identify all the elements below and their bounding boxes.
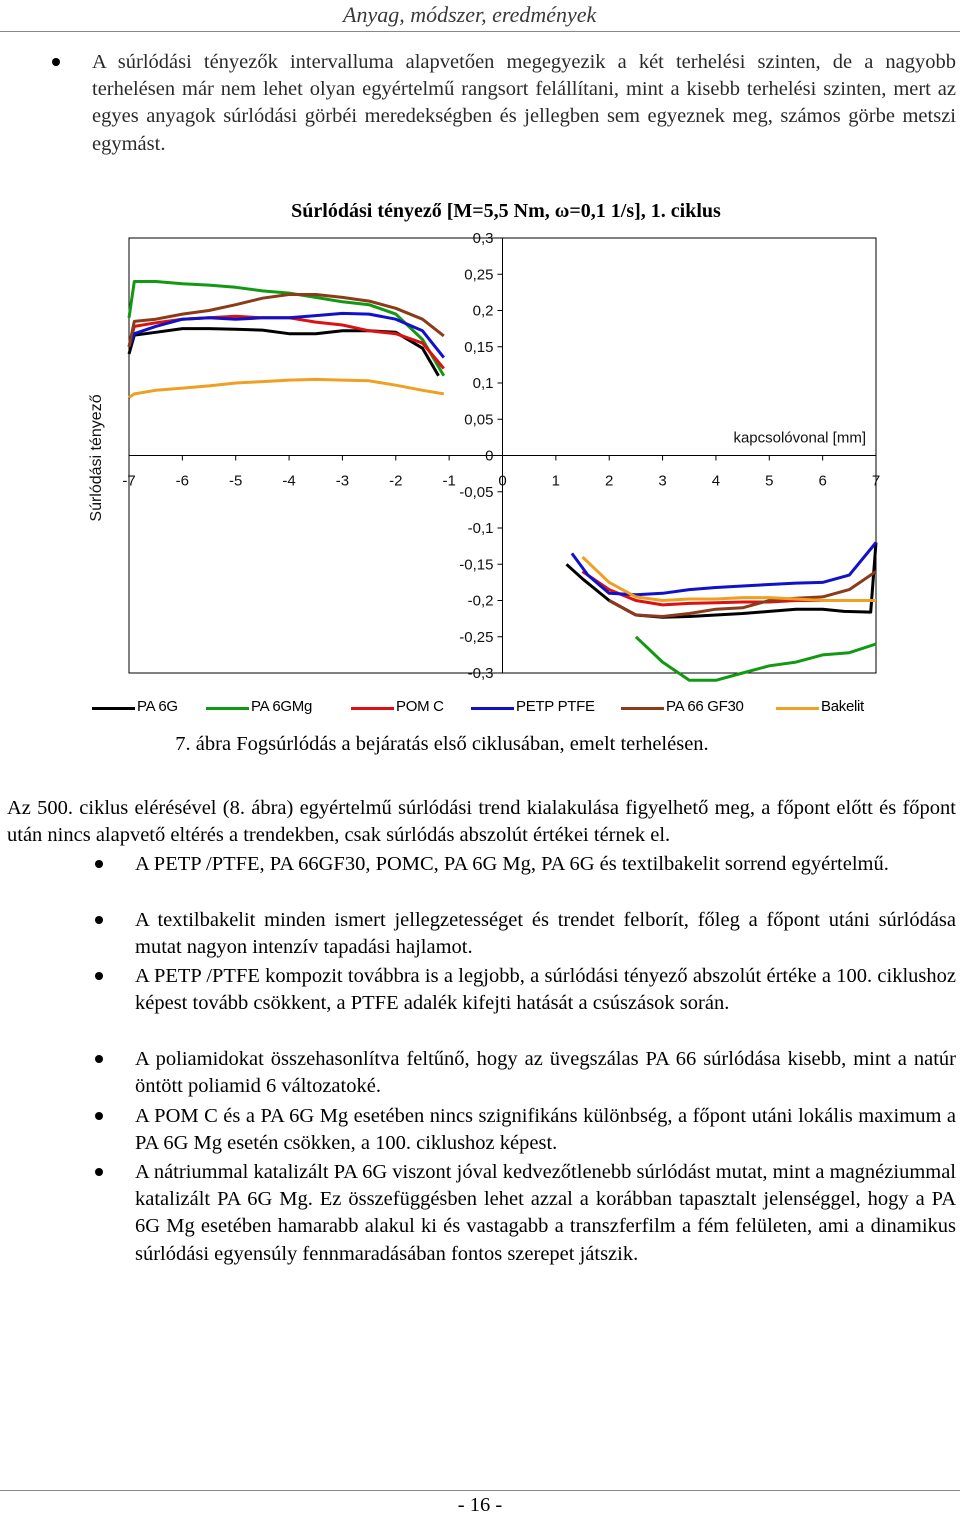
x-tick-label: -1 bbox=[442, 472, 456, 490]
friction-chart bbox=[0, 0, 960, 700]
y-tick-label: 0 bbox=[485, 447, 494, 465]
list-item: A PETP /PTFE, PA 66GF30, POMC, PA 6G Mg, PA 6G és textilbakelit sorrend egyértelmű. bbox=[135, 853, 889, 875]
legend-swatch bbox=[471, 707, 514, 710]
chart-y-axis-label: Súrlódási tényező bbox=[88, 394, 105, 522]
series-line bbox=[636, 637, 876, 681]
bullet-icon bbox=[95, 916, 103, 924]
figure-caption: 7. ábra Fogsúrlódás a bejáratás első ciklusában, emelt terhelésen. bbox=[175, 733, 709, 755]
legend-label: POM C bbox=[396, 698, 444, 715]
y-tick-label: 0,15 bbox=[464, 338, 494, 356]
y-tick-label: -0,15 bbox=[459, 556, 494, 574]
y-tick-label: -0,05 bbox=[459, 483, 494, 501]
legend-swatch bbox=[351, 707, 394, 710]
intro-bullet-text: A súrlódási tényezők intervalluma alapvetően megegyezik a két terhelési szinten, de a nagyobb terhelésen már nem lehet olyan egyértelmű rangsort felállítani, mint a kisebb terhelési szinten, mert az egyes anyagok súrlódási görbéi meredekségben és jellegben sem egyeznek meg, számos görbe metszi egymást. bbox=[92, 51, 956, 155]
legend-swatch bbox=[776, 707, 819, 710]
x-tick-label: -7 bbox=[122, 472, 136, 490]
y-tick-label: 0,1 bbox=[472, 375, 494, 392]
bullet-icon bbox=[95, 860, 103, 868]
x-tick-label: -6 bbox=[175, 472, 190, 490]
legend-label: PA 66 GF30 bbox=[666, 698, 744, 715]
legend-label: PA 6G bbox=[137, 698, 178, 715]
list-item: A PETP /PTFE kompozit továbbra is a legjobb, a súrlódási tényező abszolút értéke a 100. ciklushoz képest tovább csökkent, a PTFE adalék kifejti hatását a csúszások során. bbox=[135, 965, 956, 1015]
page-number: - 16 - bbox=[457, 1494, 503, 1516]
x-axis-label: kapcsolóvonal [mm] bbox=[733, 429, 866, 447]
bullet-icon bbox=[95, 1168, 103, 1176]
legend-label: PA 6GMg bbox=[251, 698, 312, 715]
legend-swatch bbox=[206, 707, 249, 710]
x-tick-label: 6 bbox=[818, 472, 827, 490]
footer-divider bbox=[0, 1490, 960, 1491]
x-tick-label: 3 bbox=[658, 472, 667, 490]
legend-swatch bbox=[92, 707, 135, 710]
bullet-icon bbox=[95, 1055, 103, 1063]
header-title: Anyag, módszer, eredmények bbox=[343, 2, 597, 27]
x-tick-label: -5 bbox=[229, 472, 243, 490]
bullet-icon bbox=[95, 1112, 103, 1120]
y-tick-label: -0,25 bbox=[459, 628, 494, 646]
list-item: A POM C és a PA 6G Mg esetében nincs szignifikáns különbség, a főpont utáni lokális maximum a PA 6G Mg esetén csökken, a 100. ciklushoz képest. bbox=[135, 1105, 956, 1155]
x-tick-label: 2 bbox=[605, 472, 614, 490]
x-tick-label: 0 bbox=[498, 472, 507, 490]
x-tick-label: 7 bbox=[871, 472, 881, 490]
y-tick-label: 0,3 bbox=[472, 230, 494, 247]
y-tick-label: 0,05 bbox=[464, 411, 494, 429]
list-item: A textilbakelit minden ismert jellegzetességet és trendet felborít, főleg a főpont utáni súrlódása mutat nagyon intenzív tapadási hajlamot. bbox=[135, 909, 956, 959]
y-tick-label: -0,1 bbox=[467, 520, 494, 537]
y-tick-label: 0,2 bbox=[472, 302, 494, 320]
series-line bbox=[129, 316, 444, 368]
y-tick-label: 0,25 bbox=[464, 266, 494, 284]
chart-title: Súrlódási tényező [M=5,5 Nm, ω=0,1 1/s], 1. ciklus bbox=[291, 200, 721, 222]
chart-legend bbox=[92, 697, 882, 719]
legend-label: Bakelit bbox=[821, 698, 864, 715]
x-tick-label: -4 bbox=[282, 472, 296, 490]
x-tick-label: 4 bbox=[711, 472, 721, 490]
series-line bbox=[129, 329, 439, 376]
x-tick-label: 5 bbox=[765, 472, 774, 490]
series-line bbox=[129, 379, 444, 397]
y-tick-label: -0,3 bbox=[467, 665, 494, 682]
x-tick-label: -2 bbox=[389, 472, 403, 490]
bullet-icon bbox=[95, 972, 103, 980]
x-tick-label: 1 bbox=[551, 472, 561, 490]
legend-swatch bbox=[621, 707, 664, 710]
x-tick-label: -3 bbox=[335, 472, 350, 490]
body-paragraph: Az 500. ciklus elérésével (8. ábra) egyértelmű súrlódási trend kialakulása figyelhető meg, a főpont előtt és főpont után nincs alapvető eltérés a trendekben, csak súrlódás abszolút értékei térnek el. bbox=[7, 797, 956, 847]
y-tick-label: -0,2 bbox=[467, 592, 494, 610]
list-item: A nátriummal katalizált PA 6G viszont jóval kedvezőtlenebb súrlódást mutat, mint a magnéziummal katalizált PA 6G Mg. Ez összefüggésben lehet azzal a korábban tapasztalt jelenséggel, hogy a PA 6G Mg esetében hamarabb alakul ki és vastagabb a transzferfilm a fém felületen, ami a dinamikus súrlódási egyensúly fennmaradásában fontos szerepet játszik. bbox=[135, 1161, 956, 1265]
legend-label: PETP PTFE bbox=[516, 698, 595, 715]
list-item: A poliamidokat összehasonlítva feltűnő, hogy az üvegszálas PA 66 súrlódása kisebb, mint a natúr öntött poliamid 6 változatoké. bbox=[135, 1048, 956, 1098]
